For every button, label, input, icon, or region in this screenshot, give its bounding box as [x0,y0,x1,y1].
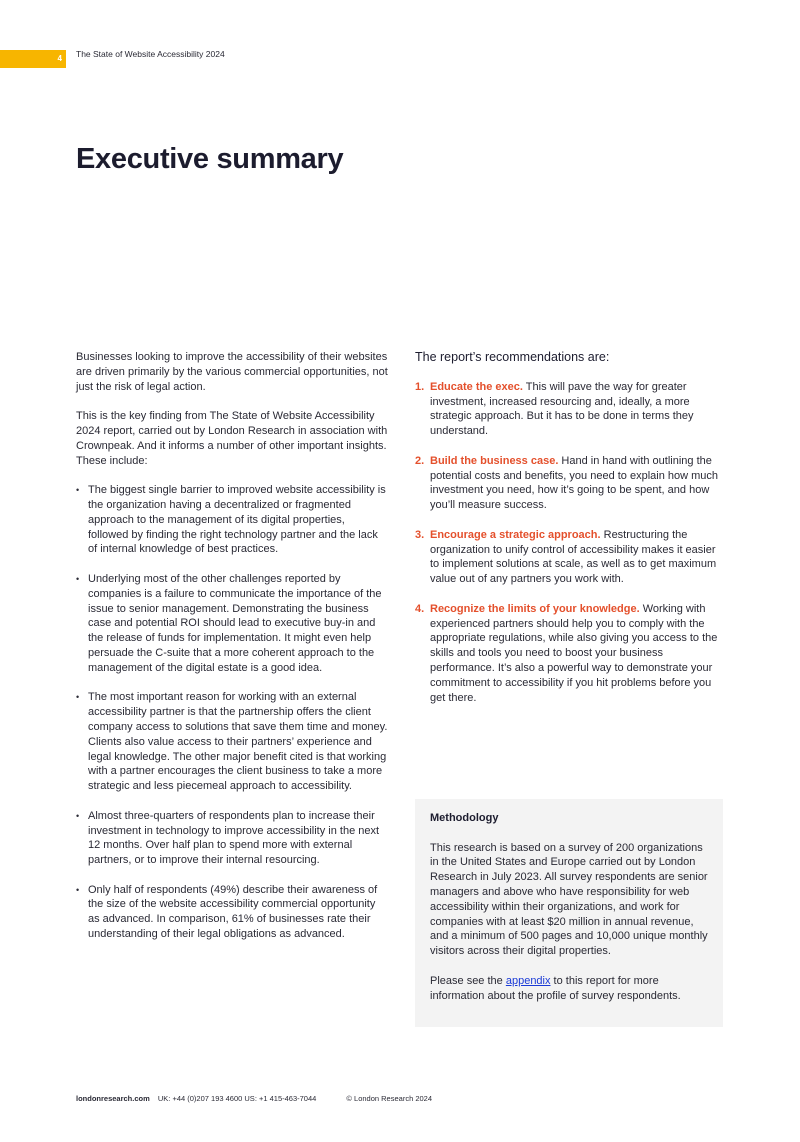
page-number-tab [0,50,66,68]
recommendation-lead: Encourage a strategic approach. [430,528,601,541]
insight-item: • The biggest single barrier to improved website accessibility is the organization having a decentralized or fragmented approach to the management of its digital properties, followed by finding the right technology partner and the lack of internal knowledge of best practices. [76,483,388,557]
insight-item: • Underlying most of the other challenges reported by companies is a failure to communicate the importance of the issue to senior management. Demonstrating the business case and potential ROI should lead to executive buy-in and the release of funds for implementation. It might even help persuade the C-suite that a more coherent approach to the management of the digital estate is a good idea. [76,572,388,676]
recommendations-list [415,380,727,706]
intro-paragraph-2: This is the key finding from The State of Website Accessibility 2024 report, carried out by London Research in association with Crownpeak. And it informs a number of other important insights. These include: [76,410,388,467]
insight-item: • The most important reason for working with an external accessibility partner is that the partnership offers the client company access to solutions that save them time and money. Clients also value access to their partners’ experience and legal knowledge. The other major benefit cited is that working with a partner encourages the client business to take a more strategic and less piecemeal approach to accessibility. [76,690,388,794]
insight-item: • Only half of respondents (49%) describe their awareness of the size of the website accessibility commercial opportunity as advanced. In comparison, 61% of businesses rate their understanding of their legal obligations as advanced. [76,883,388,942]
page-title: Executive summary [76,143,344,175]
left-column [76,350,388,957]
recommendations-heading: The report’s recommendations are: [415,350,610,364]
insight-item: • Almost three-quarters of respondents plan to increase their investment in technology to improve accessibility in the next 12 months. Over half plan to spend more with external partners, or to improve their internal resourcing. [76,809,388,868]
footer [76,1094,432,1103]
recommendation-text: Hand in hand with outlining the potential costs and benefits, you need to explain how much investment you need, how it’s going to be spent, and how you’ll measure success. [430,454,719,512]
footer-phones: UK: +44 (0)207 193 4600 US: +1 415-463-7044 [157,1094,317,1103]
report-title: The State of Website Accessibility 2024 [76,49,225,59]
recommendation-number: 3. [415,528,425,541]
recommendation-lead: Build the business case. [430,454,559,467]
page-number: 4 [57,54,62,63]
recommendation-item [415,528,727,587]
footer-copyright: © London Research 2024 [346,1094,433,1103]
recommendation-text: This will pave the way for greater investment, increased resourcing and, ideally, a more strategic approach. But it has to be done in terms they understand. [430,380,694,438]
intro-paragraph-1: Businesses looking to improve the accessibility of their websites are driven primarily by the various commercial opportunities, not just the risk of legal action. [76,351,388,393]
methodology-note [430,974,708,1004]
recommendation-item [415,602,727,706]
recommendation-item [415,380,727,439]
recommendation-number: 2. [415,454,425,467]
note-suffix: to this report for more information about the profile of survey respondents. [430,974,681,1002]
methodology-box [415,799,723,1027]
note-prefix: Please see the [430,974,506,987]
methodology-title: Methodology [430,812,499,824]
recommendation-item [415,454,727,513]
appendix-link[interactable]: appendix [505,974,551,987]
recommendation-lead: Recognize the limits of your knowledge. [430,602,640,615]
recommendation-lead: Educate the exec. [430,380,523,393]
right-column [415,350,727,720]
recommendation-text: Working with experienced partners should help you to comply with the appropriate regulations, while also giving you access to the skills and tools you need to boost your business performance. It’s also a powerful way to demonstrate your commitment to accessibility if you hit problems before you get there. [430,602,718,704]
insights-list [76,483,388,942]
recommendation-text: Restructuring the organization to unify control of accessibility makes it easier to implement solutions at scale, as well as to get maximum value out of any partners you work with. [430,528,717,586]
footer-site[interactable]: londonresearch.com [76,1094,150,1103]
recommendation-number: 1. [415,380,425,393]
recommendation-number: 4. [415,602,425,615]
methodology-body: This research is based on a survey of 200 organizations in the United States and Europe carried out by London Research in July 2023. All survey respondents are senior managers and above who have responsibility for web accessibility within their organizations, and work for companies with at least $20 million in annual revenue, and a minimum of 500 pages and 10,000 unique monthly visitors across their digital properties. [430,841,708,958]
